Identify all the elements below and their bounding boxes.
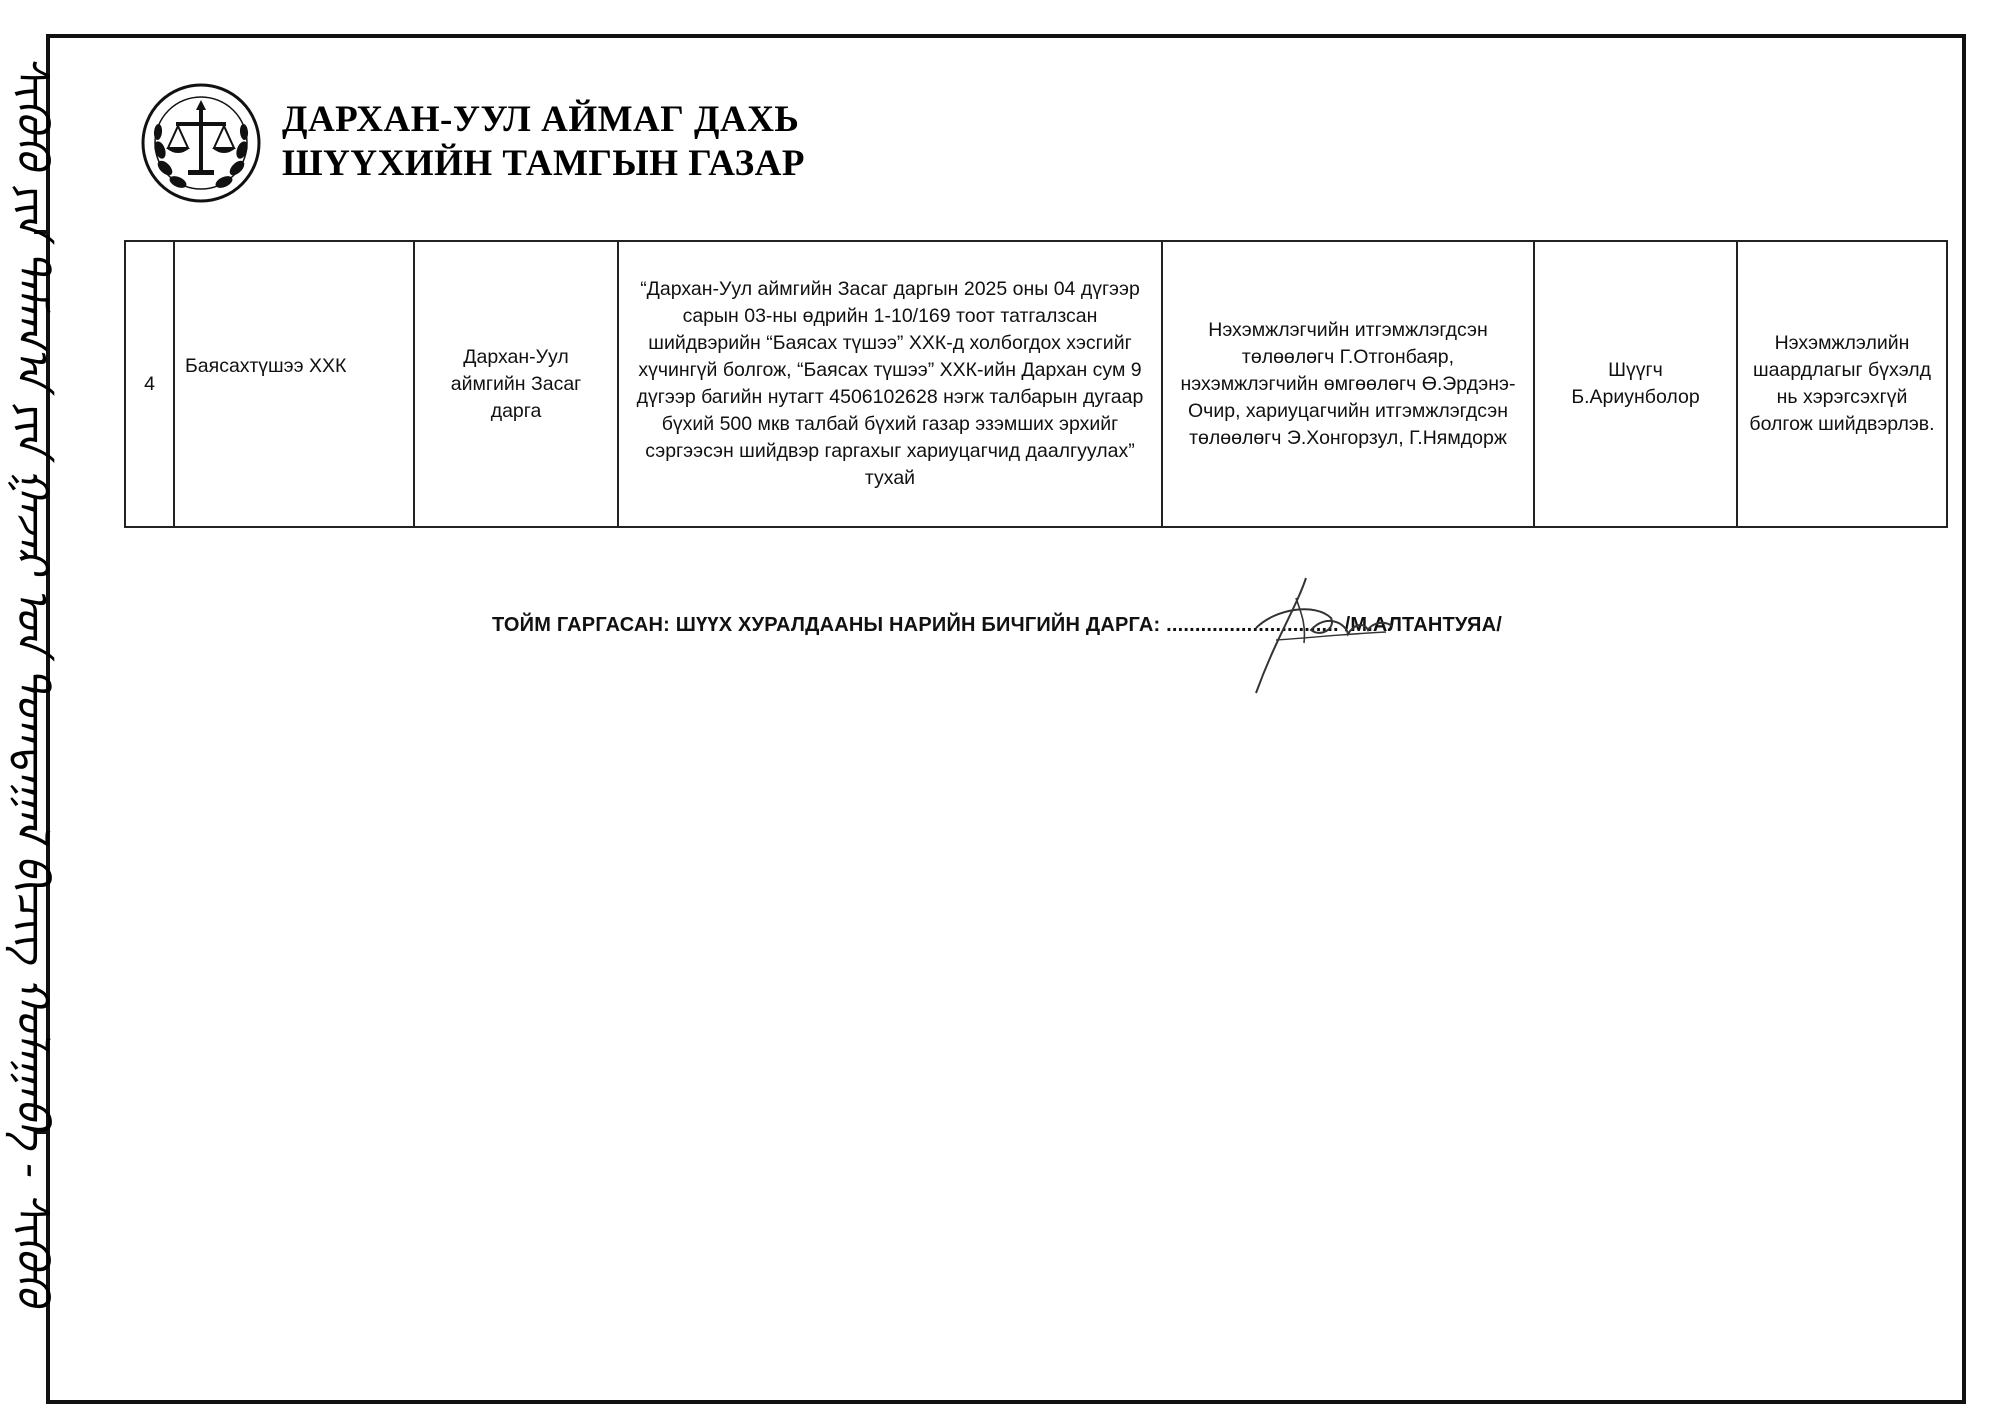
header-line-2: ШҮҮХИЙН ТАМГЫН ГАЗАР — [282, 143, 805, 184]
plaintiff-cell: Баясахтүшээ ХХК — [174, 241, 414, 527]
respondent-cell: Дархан-Уул аймгийн Засаг дарга — [414, 241, 618, 527]
institution-header — [282, 98, 805, 186]
handwritten-signature-icon — [1236, 568, 1396, 698]
claim-cell: “Дархан-Уул аймгийн Засаг даргын 2025 оны 04 дүгээр сарын 03-ны өдрийн 1-10/169 тоот татгалзсан шийдвэрийн “Баясах түшээ” ХХК-д холбогдох хэсгийг хүчингүй болгож, “Баясах түшээ” ХХК-ийн Дархан сум 9 дүгээр багийн нутагт 4506102628 нэгж талбарын дугаар бүхий 500 мкв талбай бүхий газар эзэмших эрхийг сэргээсэн шийдвэр гаргахыг хариуцагчид даалгуулах” тухай — [618, 241, 1162, 527]
participants-cell: Нэхэмжлэгчийн итгэмжлэгдсэн төлөөлөгч Г.Отгонбаяр, нэхэмжлэгчийн өмгөөлөгч Ө.Эрдэнэ-Очир, хариуцагчийн итгэмжлэгдсэн төлөөлөгч Э.Хонгорзул, Г.Нямдорж — [1162, 241, 1534, 527]
mongolian-script-side-text — [6, 54, 78, 1306]
court-scales-emblem-icon — [138, 80, 264, 206]
case-number-cell: 4 — [125, 241, 174, 527]
header-line-1: ДАРХАН-УУЛ АЙМАГ ДАХЬ — [282, 99, 800, 140]
case-table — [124, 240, 1948, 528]
footer-dots: .............................. — [1166, 614, 1339, 636]
judge-cell: Шүүгч Б.Ариунболор — [1534, 241, 1737, 527]
table-row — [125, 241, 1947, 527]
side-text-label: ᠰᠢᠭᠦᠬᠦ ᠶᠢᠨ ᠲᠠᠮᠠᠭ᠎ᠠ ᠶᠢᠨ ᠭᠠᠵᠠᠷ ᠤᠨ ᠲᠣᠭᠲᠠᠭᠠᠯ ᠪᠢᠴᠢᠭ ᠬᠤᠯᠠᠭᠠᠪᠠ - ᠰᠢᠭᠦᠬᠦ — [6, 54, 58, 1306]
footer-name: /М.АЛТАНТУЯА/ — [1344, 614, 1503, 636]
footer-prefix: ТОЙМ ГАРГАСАН: ШҮҮХ ХУРАЛДААНЫ НАРИЙН БИЧГИЙН ДАРГА: — [492, 614, 1161, 636]
decision-cell: Нэхэмжлэлийн шаардлагыг бүхэлд нь хэрэгсэхгүй болгож шийдвэрлэв. — [1737, 241, 1947, 527]
